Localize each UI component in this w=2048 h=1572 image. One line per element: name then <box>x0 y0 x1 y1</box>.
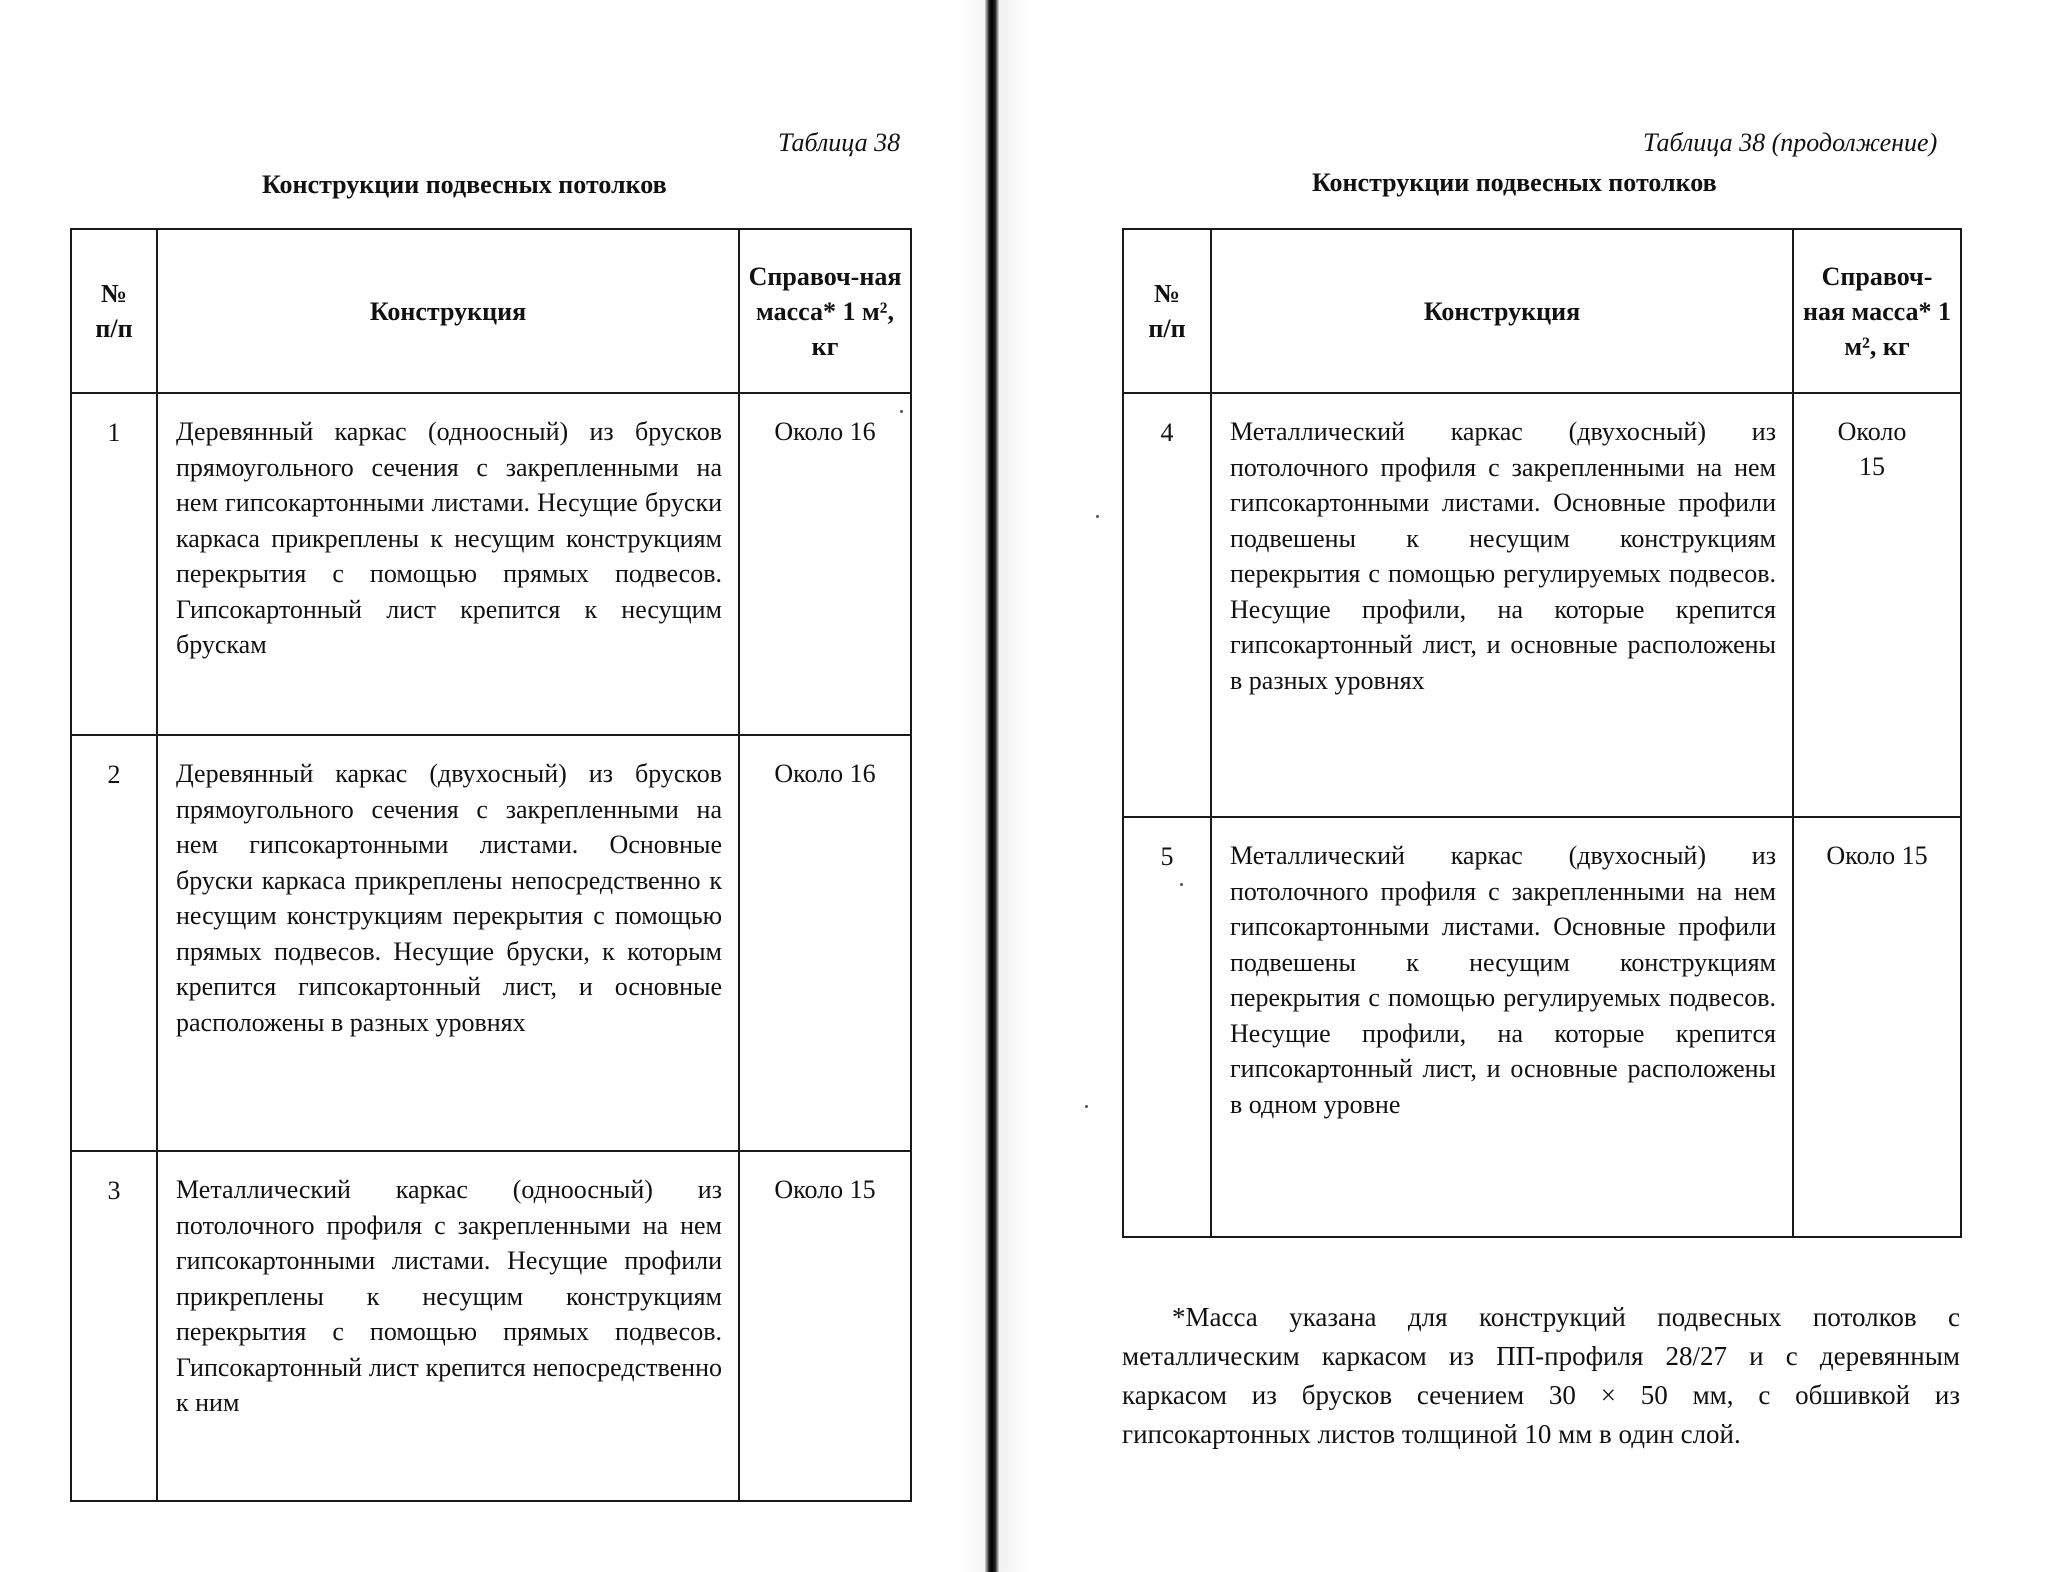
row-mass: Около 15 <box>1793 393 1961 817</box>
row-description: Деревянный каркас (двухосный) из брусков прямоугольного сечения с закрепленными на нем гипсокартонными листами. Основные бруски каркаса прикреплены непосредственно к несущим конструкциям перекрытия с помощью прямых подвесов. Несущие бруски, к которым крепится гипсокартонный лист, и основные расположены в разных уровнях <box>157 735 739 1151</box>
table-row <box>71 393 911 735</box>
scan-speck <box>1096 515 1099 518</box>
table-footnote <box>1122 1298 1960 1454</box>
table-row <box>1123 393 1961 817</box>
scan-speck <box>1180 883 1183 886</box>
header-construction: Конструкция <box>157 229 739 393</box>
table-row <box>71 735 911 1151</box>
row-description: Металлический каркас (двухосный) из потолочного профиля с закрепленными на нем гипсокартонными листами. Основные профили подвешены к несущим конструкциям перекрытия с помощью регулируемых подвесов. Несущие профили, на которые крепится гипсокартонный лист, и основные расположены в одном уровне <box>1211 817 1793 1237</box>
table-ceilings-right <box>1122 228 1962 1238</box>
book-gutter <box>985 0 999 1572</box>
table-header-row <box>1123 229 1961 393</box>
table-caption: Таблица 38 (продолжение) <box>1643 128 1938 157</box>
row-mass: Около 15 <box>1793 817 1961 1237</box>
left-page <box>0 0 980 1572</box>
row-mass: Около 16 <box>739 735 911 1151</box>
table-ceilings-left <box>70 228 912 1502</box>
right-page <box>1000 0 2048 1572</box>
row-mass: Около 16 <box>739 393 911 735</box>
row-mass: Около 15 <box>739 1151 911 1501</box>
scan-speck <box>1085 1105 1088 1108</box>
scan-speck <box>900 410 903 413</box>
table-header-row <box>71 229 911 393</box>
table-title: Конструкции подвесных потолков <box>1312 168 1717 197</box>
header-num: № п/п <box>71 229 157 393</box>
row-number: 4 <box>1123 393 1211 817</box>
row-number: 1 <box>71 393 157 735</box>
row-number: 3 <box>71 1151 157 1501</box>
header-construction: Конструкция <box>1211 229 1793 393</box>
table-row <box>71 1151 911 1501</box>
row-number: 2 <box>71 735 157 1151</box>
table-caption: Таблица 38 <box>778 128 901 157</box>
row-number: 5 <box>1123 817 1211 1237</box>
table-row <box>1123 817 1961 1237</box>
row-description: Металлический каркас (одноосный) из потолочного профиля с закрепленными на нем гипсокартонными листами. Несущие профили прикреплены к несущим конструкциям перекрытия с помощью прямых подвесов. Гипсокартонный лист крепится непосредственно к ним <box>157 1151 739 1501</box>
footnote-text: *Масса указана для конструкций подвесных потолков с металлическим каркасом из ПП-профиля 28/27 и с деревянным каркасом из брусков сечением 30 × 50 мм, с обшивкой из гипсокартонных листов толщиной 10 мм в один слой. <box>1122 1302 1960 1449</box>
table-title: Конструкции подвесных потолков <box>262 170 667 199</box>
header-mass: Справоч-ная масса* 1 м², кг <box>1793 229 1961 393</box>
header-num: № п/п <box>1123 229 1211 393</box>
header-mass: Справоч-ная масса* 1 м², кг <box>739 229 911 393</box>
row-description: Металлический каркас (двухосный) из потолочного профиля с закрепленными на нем гипсокартонными листами. Основные профили подвешены к несущим конструкциям перекрытия с помощью регулируемых подвесов. Несущие профили, на которые крепится гипсокартонный лист, и основные расположены в разных уровнях <box>1211 393 1793 817</box>
row-description: Деревянный каркас (одноосный) из брусков прямоугольного сечения с закрепленными на нем гипсокартонными листами. Несущие бруски каркаса прикреплены к несущим конструкциям перекрытия с помощью прямых подвесов. Гипсокартонный лист крепится к несущим брускам <box>157 393 739 735</box>
